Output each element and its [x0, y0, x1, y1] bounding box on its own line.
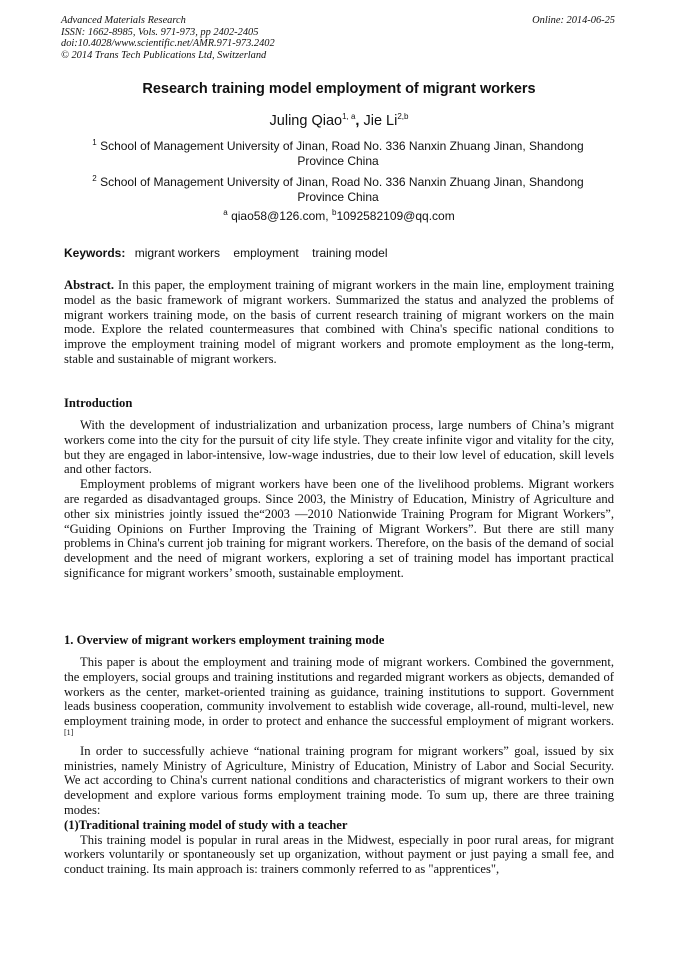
- keywords: [64, 246, 398, 260]
- online-date: Online: 2014-06-25: [532, 15, 615, 26]
- section-heading: Introduction: [64, 396, 133, 410]
- affiliation: [78, 175, 598, 205]
- keyword: training model: [312, 246, 388, 260]
- affiliation-text: School of Management University of Jinan, Road No. 336 Nanxin Zhuang Jinan, Shandong Province China: [100, 139, 584, 168]
- section-heading: 1. Overview of migrant workers employment training mode: [64, 633, 385, 647]
- affiliation-mark: 2: [92, 174, 97, 183]
- paper-title: Research training model employment of migrant workers: [142, 81, 536, 97]
- email-link[interactable]: 1092582109@qq.com: [336, 209, 455, 223]
- paragraph: This training model is popular in rural areas in the Midwest, especially in poor rural areas, for migrant workers voluntarily or spontaneously set up organization, without payment or just paying a small fee, and conduct training. Its main approach is: trainers commonly referred to as "apprentices",: [64, 832, 614, 877]
- author-affiliation-mark: 1, a: [342, 112, 356, 122]
- journal-header: [61, 15, 621, 61]
- keywords-label: Keywords:: [64, 246, 126, 260]
- keyword: employment: [233, 246, 299, 260]
- paragraph: With the development of industrialization and urbanization process, large numbers of China’s migrant workers come into the city for the pursuit of city life style. They create infinite vigor and vitality for the city, but they are engaged in labor-intensive, low-wage industries, due to their low level of education, skill levels and other factors.: [64, 418, 614, 477]
- author-name: Jie Li: [363, 113, 398, 129]
- author-affiliation-mark: 2,b: [397, 112, 409, 122]
- introduction-body: [64, 418, 614, 581]
- abstract-text: In this paper, the employment training of migrant workers in the main line, employment training model as the basic framework of migrant workers. Summarized the status and analyzed the problems of migrant workers training mode, on the basis of current research training of migrant workers on the main mode. Explore the related countermeasures that combined with China's specific national conditions to improve the employment training model of migrant workers and promote employment as the long-term, stable and sustainable of migrant workers.: [64, 278, 614, 366]
- citation-ref[interactable]: [1]: [64, 727, 74, 737]
- paragraph: In order to successfully achieve “national training program for migrant workers” goal, issued by six ministries, namely Ministry of Agriculture, Ministry of Education, Ministry of Labor and Social Security. We act according to China's current national conditions and characteristics of migrant workers to their own development and explore various forms employment training mode. To sum up, there are three training modes:: [64, 743, 614, 817]
- paragraph-text: This paper is about the employment and training mode of migrant workers. Combined the government, the employers, social groups and training institutions and regarded migrant workers as objects, demanded of workers as the center, market-oriented training as guidance, training institutions to support. Government leads business cooperation, community involvement to establish wide coverage, all-round, multi-level, new employment training mode, in order to protect and enhance the successful employment of migrant workers.: [64, 655, 614, 729]
- email-link[interactable]: qiao58@126.com,: [231, 209, 332, 223]
- author-separator: ,: [355, 113, 364, 129]
- affiliation: [78, 139, 598, 169]
- author-name: Juling Qiao: [269, 113, 343, 129]
- paragraph: [64, 655, 614, 744]
- email-line: [0, 209, 678, 223]
- email-mark: a: [223, 208, 228, 217]
- issn-line: ISSN: 1662-8985, Vols. 971-973, pp 2402-2405: [61, 26, 259, 38]
- doi-line: doi:10.4028/www.scientific.net/AMR.971-973.2402: [61, 38, 275, 49]
- copyright-line: © 2014 Trans Tech Publications Ltd, Switzerland: [61, 49, 267, 61]
- abstract-label: Abstract.: [64, 278, 115, 292]
- author-line: [0, 113, 678, 129]
- keyword: migrant workers: [134, 246, 221, 260]
- journal-name: Advanced Materials Research: [61, 15, 186, 26]
- email-mark: b: [331, 208, 337, 217]
- paragraph: Employment problems of migrant workers have been one of the livelihood problems. Migrant workers are regarded as disadvantaged groups. Since 2003, the Ministry of Education, Ministry of Agriculture and other six ministries jointly issued the“2003 —2010 Nationwide Training Program for Migrant Workers”, “Guiding Opinions on Further Improving the Training of Migrant Workers”. But there are still many problems in China's current job training for migrant workers. Therefore, on the basis of the demand of social development and the need of migrant workers, exploring a set of training model has important practical significance for migrant workers’ smooth, sustainable employment.: [64, 477, 614, 580]
- section1-body: [64, 655, 614, 877]
- abstract: [64, 278, 614, 367]
- affiliation-mark: 1: [92, 138, 97, 147]
- affiliation-text: School of Management University of Jinan, Road No. 336 Nanxin Zhuang Jinan, Shandong Province China: [100, 175, 584, 204]
- subsection-heading: (1)Traditional training model of study with a teacher: [64, 817, 348, 832]
